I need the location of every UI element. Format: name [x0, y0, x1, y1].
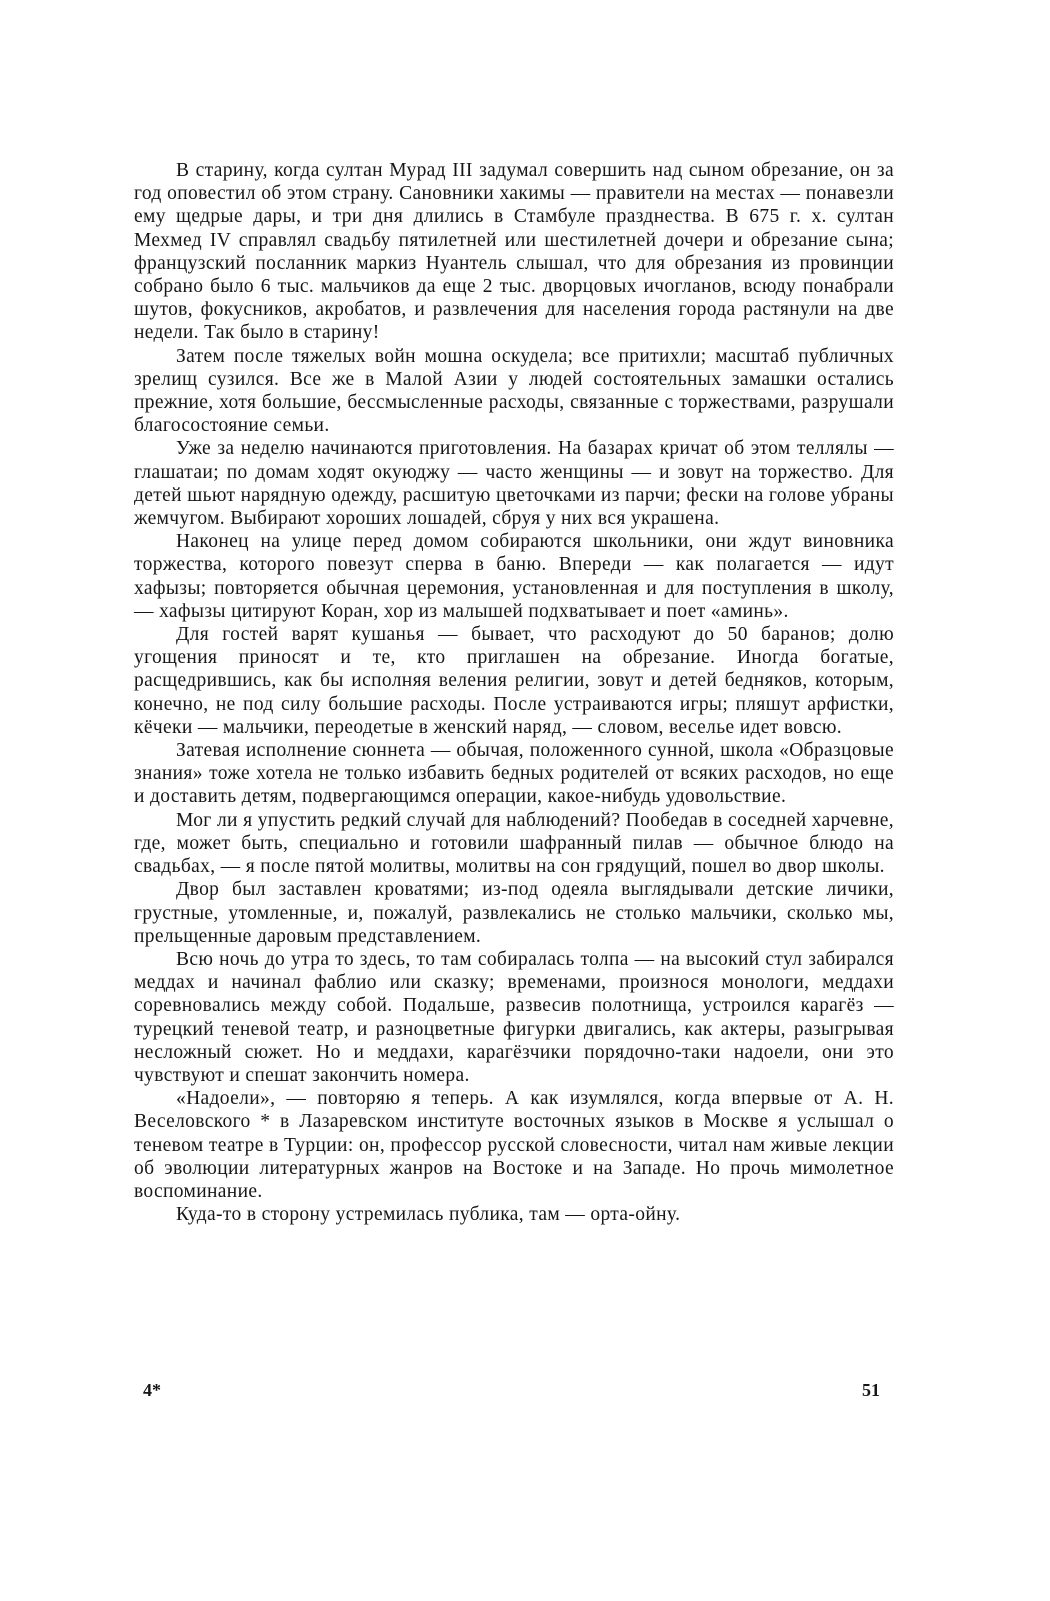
paragraph: В старину, когда султан Мурад III задумал совершить над сыном обрезание, он за год оповестил об этом страну. Сановники хакимы — правители на местах — понавезли ему щедрые дары, и три дня длились в Стамбуле празднества. В 675 г. х. султан Мехмед IV справлял свадьбу пятилетней или шестилетней дочери и обрезание сына; французский посланник маркиз Нуантель слышал, что для обрезания из провинции собрано было 6 тыс. мальчиков да еще 2 тыс. дворцовых ичогланов, всюду понабрали шутов, фокусников, акробатов, и развлечения для населения города растянули на две недели. Так было в старину! — [134, 160, 894, 344]
paragraph: Затем после тяжелых войн мошна оскудела; все притихли; масштаб публичных зрелищ сузился. Все же в Малой Азии у людей состоятельных замашки остались прежние, хотя большие, бессмысленные расходы, связанные с торжествами, разрушали благосостояние семьи. — [134, 345, 894, 437]
paragraph: Наконец на улице перед домом собираются школьники, они ждут виновника торжества, которого повезут сперва в баню. Впереди — как полагается — идут хафызы; повторяется обычная церемония, установленная и для поступления в школу, — хафызы цитируют Коран, хор из малышей подхватывает и поет «аминь». — [134, 531, 894, 622]
paragraph: Затевая исполнение сюннета — обычая, положенного сунной, школа «Образцовые знания» тоже хотела не только избавить бедных родителей от всяких расходов, но еще и доставить детям, подвергающимся операции, какое-нибудь удовольствие. — [134, 740, 894, 808]
paragraph: Мог ли я упустить редкий случай для наблюдений? Пообедав в соседней харчевне, где, может быть, специально и готовили шафранный пилав — обычное блюдо на свадьбах, — я после пятой молитвы, молитвы на сон грядущий, пошел во двор школы. — [134, 809, 894, 878]
paragraph: «Надоели», — повторяю я теперь. А как изумлялся, когда впервые от А. Н. Веселовского * в Лазаревском институте восточных языков в Москве я услышал о теневом театре в Турции: он, профессор русской словесности, читал нам живые лекции об эволюции литературных жанров на Востоке и на Западе. Но прочь мимолетное воспоминание. — [134, 1088, 894, 1202]
paragraph: Для гостей варят кушанья — бывает, что расходуют до 50 баранов; долю угощения приносят и те, кто приглашен на обрезание. Иногда богатые, расщедрившись, как бы исполняя веления религии, зовут и детей бедняков, которым, конечно, не под силу большие расходы. После устраиваются игры; пляшут арфистки, кёчеки — мальчики, переодетые в женский наряд, — словом, веселье идет вовсю. — [134, 624, 894, 738]
page-number: 51 — [862, 1380, 880, 1400]
signature-mark: 4* — [143, 1380, 161, 1400]
paragraph: Куда-то в сторону устремилась публика, там — орта-ойну. — [176, 1204, 681, 1226]
paragraph: Уже за неделю начинаются приготовления. На базарах кричат об этом теллялы — глашатаи; по домам ходят окуюджу — часто женщины — и зовут на торжество. Для детей шьют нарядную одежду, расшитую цветочками из парчи; фески на голове убраны жемчугом. Выбирают хороших лошадей, сбруя у них вся украшена. — [134, 438, 894, 530]
body-text — [134, 159, 894, 1226]
paragraph: Всю ночь до утра то здесь, то там собиралась толпа — на высокий стул забирался меддах и начинал фаблио или сказку; временами, произнося монологи, меддахи соревновались между собой. Подальше, развесив полотнища, устроился карагёз — турецкий теневой театр, и разноцветные фигурки двигались, как актеры, разыгрывая несложный сюжет. Но и меддахи, карагёзчики порядочно-таки надоели, они это чувствуют и спешат закончить номера. — [134, 948, 894, 1086]
paragraph: Двор был заставлен кроватями; из-под одеяла выглядывали детские личики, грустные, утомленные, и, пожалуй, развлекались не столько мальчики, сколько мы, прельщенные даровым представлением. — [134, 879, 894, 947]
